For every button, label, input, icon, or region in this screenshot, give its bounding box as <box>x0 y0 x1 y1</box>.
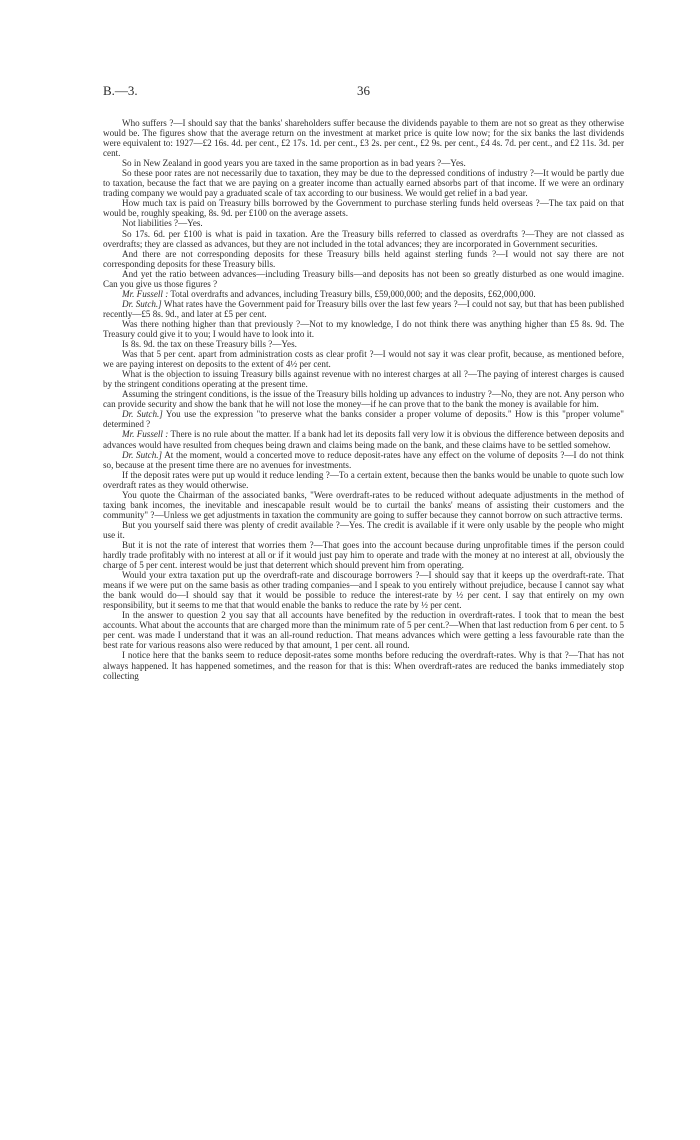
paragraph <box>103 269 624 289</box>
paragraph <box>103 520 624 540</box>
paragraph <box>103 229 624 249</box>
paragraph-text: And there are not corresponding deposits for these Treasury bills held against sterling funds ?—I would not say there are not corresponding deposits for these Treasury bills. <box>103 248 624 269</box>
paragraph-text: So 17s. 6d. per £100 is what is paid in taxation. Are the Treasury bills referred to classed as overdrafts ?—They are not classed as overdrafts; they are classed as advances, but they are not included in the total advances; they are incorporated in Government securities. <box>103 228 624 249</box>
paragraph-text: Was there nothing higher than that previously ?—Not to my knowledge, I do not think there was anything higher than £5 8s. 9d. The Treasury could give it to you; I would have to look into it. <box>103 318 624 339</box>
speaker-label: Dr. Sutch.] <box>122 449 163 460</box>
paragraph <box>103 409 624 429</box>
paragraph <box>103 470 624 490</box>
paragraph <box>103 610 624 650</box>
paragraph <box>103 319 624 339</box>
paragraph <box>103 289 624 299</box>
paragraph <box>103 249 624 269</box>
paragraph-text: And yet the ratio between advances—including Treasury bills—and deposits has not been so greatly disturbed as one would imagine. Can you give us those figures ? <box>103 268 624 289</box>
paragraph <box>103 369 624 389</box>
paragraph-text: Who suffers ?—I should say that the banks' shareholders suffer because the dividends payable to them are not so great as they otherwise would be. The figures show that the average return on the investment at market price is quite low now; for the six banks the last dividends were equivalent to: 1927—£2 16s. 4d. per cent., £2 17s. 1d. per cent., £3 2s. per cent., £2 9s. per cent., £4 4s. 7d. per cent., and £2 11s. 3d. per cent. <box>103 118 624 159</box>
paragraph-text: There is no rule about the matter. If a bank had let its deposits fall very low it is obvious the difference between deposits and advances would have resulted from cheques being drawn and claims being made on the bank, and these claims have to be settled somehow. <box>103 429 624 450</box>
page-header <box>103 83 624 99</box>
paragraph <box>103 490 624 520</box>
paragraph-text: In the answer to question 2 you say that all accounts have benefited by the reduction in overdraft-rates. I took that to mean the best accounts. What about the accounts that are charged more than the minimum rate of 5 per cent.?—When that last reduction from 6 per cent. to 5 per cent. was made I understand that it was an all-round reduction. That means advances which were getting a less favourable rate than the best rate for various reasons also were reduced by that amount, 1 per cent. all round. <box>103 610 624 651</box>
paragraph <box>103 389 624 409</box>
paragraph <box>103 540 624 570</box>
paragraph <box>103 158 624 168</box>
paragraph-text: You use the expression "to preserve what the banks consider a proper volume of deposits." How is this "proper volume" determined ? <box>103 409 624 430</box>
paragraph <box>103 299 624 319</box>
paragraph-text: At the moment, would a concerted move to reduce deposit-rates have any effect on the volume of deposits ?—I do not think so, because at the present time there are no avenues for investments. <box>103 449 624 470</box>
paragraph <box>103 118 624 158</box>
paragraph-text: Was that 5 per cent. apart from administration costs as clear profit ?—I would not say it was clear profit, because, as mentioned before, we are paying interest on deposits to the extent of 4½ per cent. <box>103 349 624 370</box>
paragraph-text: So in New Zealand in good years you are taxed in the same proportion as in bad years ?—Yes. <box>122 158 466 169</box>
speaker-label: Dr. Sutch.] <box>122 298 162 309</box>
paragraph <box>103 650 624 680</box>
paragraph <box>103 450 624 470</box>
paragraph <box>103 168 624 198</box>
paragraph-text: So these poor rates are not necessarily due to taxation, they may be due to the depressed conditions of industry ?—It would be partly due to taxation, because the fact that we are paying on a greater income than actually earned absorbs part of that income. If we were an ordinary trading company we would pay a graduated scale of tax according to our business. We would get relief in a bad year. <box>103 168 624 199</box>
speaker-label: Dr. Sutch.] <box>122 409 163 420</box>
paragraph-text: You quote the Chairman of the associated banks, "Were overdraft-rates to be reduced without adequate adjustments in the method of taxing bank incomes, the inevitable and inescapable result would be to curtail the banks' means of assisting their customers and the community" ?—Unless we get adjustments in taxation the community are going to suffer because they cannot borrow on such attractive terms. <box>103 489 624 520</box>
paragraph-text: Assuming the stringent conditions, is the issue of the Treasury bills holding up advances to industry ?—No, they are not. Any person who can provide security and show the bank that he will not lose the money—if he can prove that to the bank the money is available for him. <box>103 389 624 410</box>
paragraph-text: What is the objection to issuing Treasury bills against revenue with no interest charges at all ?—The paying of interest charges is caused by the stringent conditions operating at the present time. <box>103 369 624 390</box>
paragraph-text: Total overdrafts and advances, including Treasury bills, £59,000,000; and the deposits, £62,000,000. <box>170 288 536 299</box>
paragraph-text: How much tax is paid on Treasury bills borrowed by the Government to purchase sterling funds held overseas ?—The tax paid on that would be, roughly speaking, 8s. 9d. per £100 on the average assets. <box>103 198 624 219</box>
paragraph <box>103 429 624 449</box>
document-reference: B.—3. <box>103 83 138 98</box>
paragraph <box>103 349 624 369</box>
paragraph-text: Not liabilities ?—Yes. <box>122 218 203 229</box>
paragraph-text: Is 8s. 9d. the tax on these Treasury bills ?—Yes. <box>122 339 297 350</box>
paragraph <box>103 218 624 228</box>
speaker-label: Mr. Fussell : <box>122 429 169 440</box>
speaker-label: Mr. Fussell : <box>122 288 169 299</box>
paragraph <box>103 570 624 610</box>
paragraph-text: Would your extra taxation put up the overdraft-rate and discourage borrowers ?—I should say that it keeps up the overdraft-rate. That means if we were put on the same basis as other trading companies—and I speak to you entirely without prejudice, because I cannot say what the bank would do—I should say that it would be possible to reduce the interest-rate by ½ per cent. I say that entirely on my own responsibility, but it seems to me that that would enable the banks to reduce the rate by ½ per cent. <box>103 570 624 611</box>
document-body <box>103 118 624 681</box>
paragraph <box>103 198 624 218</box>
paragraph-text: If the deposit rates were put up would it reduce lending ?—To a certain extent, because then the banks would be unable to quote such low overdraft rates as they would otherwise. <box>103 469 624 490</box>
paragraph-text: What rates have the Government paid for Treasury bills over the last few years ?—I could not say, but that has been published recently—£5 8s. 9d., and later at £5 per cent. <box>103 298 624 319</box>
paragraph <box>103 339 624 349</box>
page-number: 36 <box>357 83 370 98</box>
paragraph-text: I notice here that the banks seem to reduce deposit-rates some months before reducing the overdraft-rates. Why is that ?—That has not always happened. It has happened sometimes, and the reason for that is this: When overdraft-rates are reduced the banks immediately stop collecting <box>103 650 624 681</box>
paragraph-text: But it is not the rate of interest that worries them ?—That goes into the account because during unprofitable times if the person could hardly trade profitably with no interest at all or if it would just pay him to operate and trade with the money at no interest at all, obviously the charge of 5 per cent. interest would be just that deterrent which should prevent him from operating. <box>103 539 624 571</box>
paragraph-text: But you yourself said there was plenty of credit available ?—Yes. The credit is available if it were only usable by the people who might use it. <box>103 519 624 540</box>
